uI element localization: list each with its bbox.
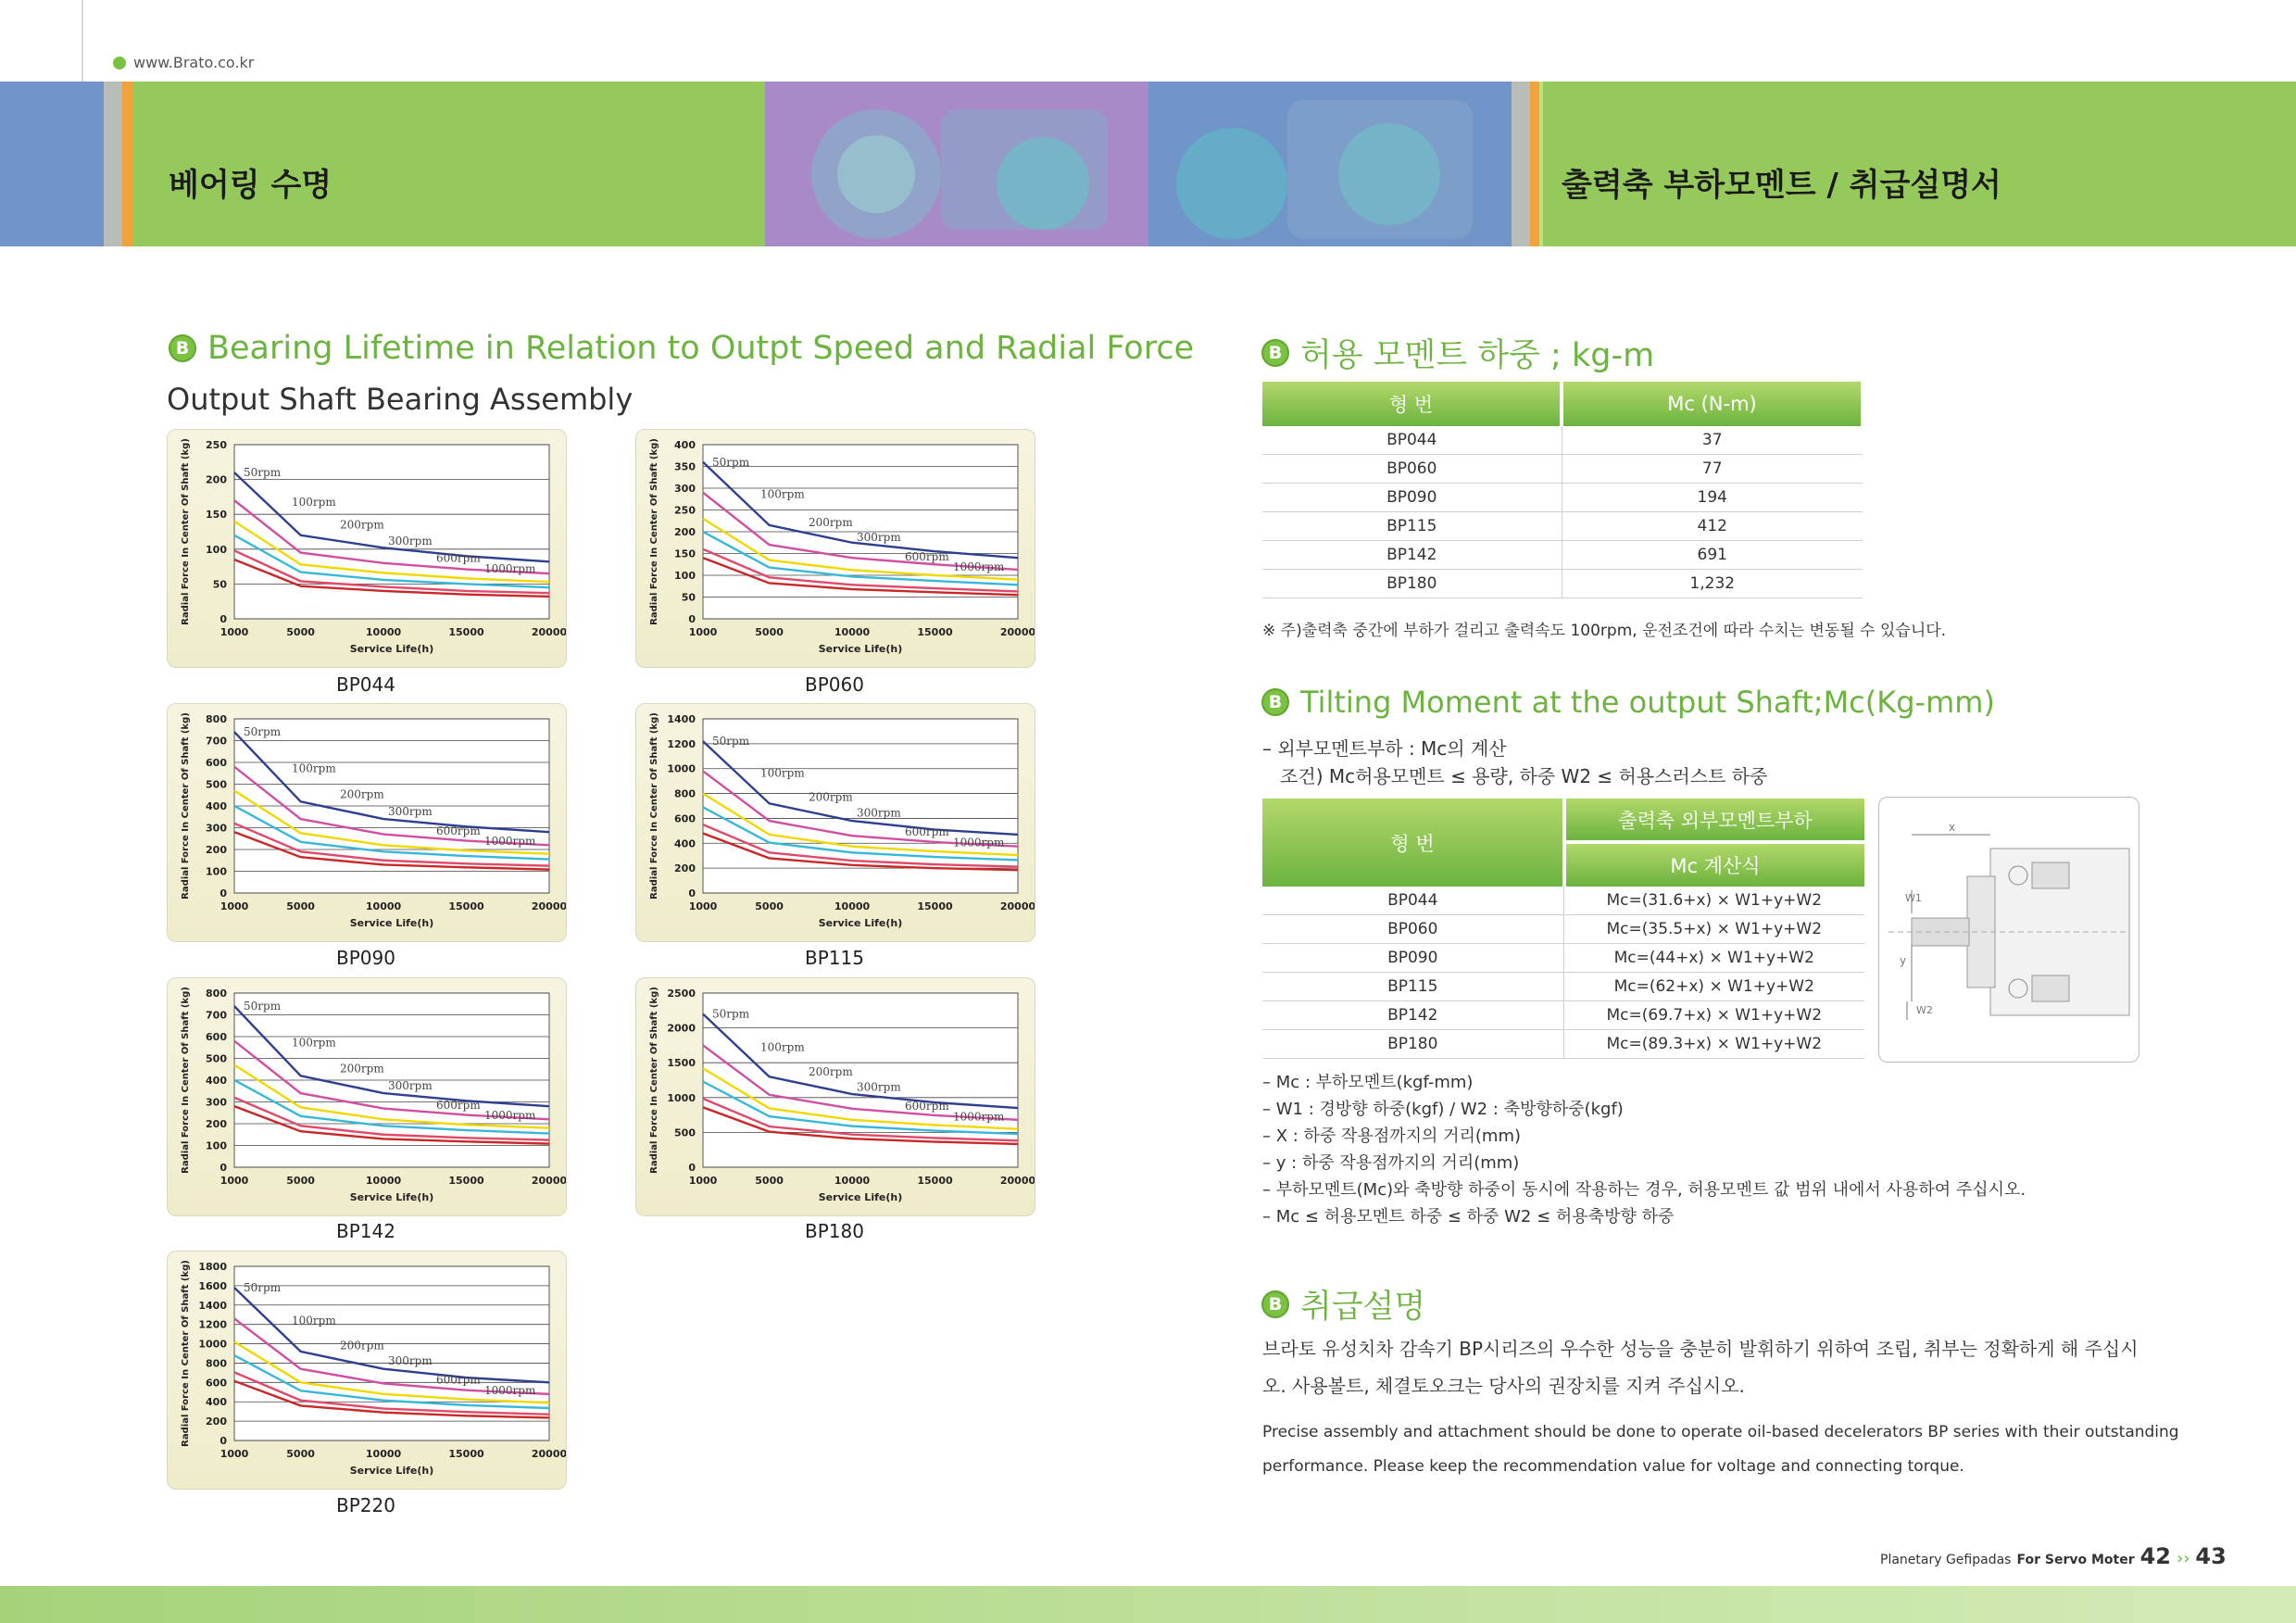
banner-gear-image-2 — [1148, 82, 1512, 246]
table-row — [1262, 1030, 1864, 1059]
x-axis-label: Service Life(h) — [818, 917, 903, 929]
x-tick-label: 1000 — [688, 1175, 718, 1187]
y-tick-label: 300 — [206, 1096, 227, 1109]
x-tick-label: 1000 — [220, 900, 249, 912]
y-axis-label: Radial Force In Center Of Shaft (kg) — [649, 438, 659, 625]
chart-panel-bp142 — [167, 977, 567, 1216]
table-row — [1262, 455, 1863, 484]
table-row — [1262, 944, 1864, 973]
y-tick-label: 400 — [206, 1396, 227, 1409]
y-tick-label: 200 — [674, 526, 696, 538]
y-tick-label: 500 — [206, 1052, 227, 1065]
y-tick-label: 400 — [206, 800, 227, 812]
chart-caption-bp090: BP090 — [336, 947, 395, 969]
x-tick-label: 15000 — [448, 1448, 484, 1460]
banner-gray-stripe — [104, 82, 122, 246]
chart-bp220 — [168, 1252, 566, 1489]
mc-cell: 691 — [1562, 541, 1863, 570]
y-axis-label: Radial Force In Center Of Shaft (kg) — [181, 438, 191, 625]
y-tick-label: 300 — [206, 822, 227, 835]
chart-caption-bp142: BP142 — [336, 1220, 395, 1242]
tilting-table — [1262, 887, 1864, 1059]
series-label-600rpm: 600rpm — [905, 825, 949, 839]
series-label-200rpm: 200rpm — [809, 515, 853, 529]
section-b-icon: B — [1261, 688, 1289, 716]
y-tick-label: 1400 — [198, 1299, 227, 1312]
page-number-left: 42 — [2139, 1543, 2172, 1569]
x-tick-label: 10000 — [834, 626, 871, 638]
moment-col-mc: Mc (N-m) — [1562, 382, 1863, 426]
model-cell: BP090 — [1262, 944, 1563, 973]
series-label-300rpm: 300rpm — [857, 531, 901, 544]
series-label-1000rpm: 1000rpm — [484, 562, 536, 576]
series-label-1000rpm: 1000rpm — [484, 835, 536, 849]
shaft-diagram-svg — [1879, 798, 2139, 1062]
x-tick-label: 20000 — [999, 900, 1035, 912]
diagram-label-x: x — [1949, 821, 1956, 834]
chart-panel-bp115 — [635, 703, 1035, 942]
chart-caption-bp060: BP060 — [805, 673, 864, 696]
section-b-icon: B — [169, 334, 196, 362]
mc-cell: 412 — [1562, 512, 1863, 541]
x-tick-label: 5000 — [286, 626, 315, 638]
series-label-200rpm: 200rpm — [340, 1062, 384, 1076]
x-tick-label: 20000 — [999, 1175, 1035, 1187]
y-tick-label: 1600 — [198, 1279, 227, 1292]
x-tick-label: 5000 — [755, 626, 784, 638]
chart-panel-bp220 — [167, 1251, 567, 1490]
y-tick-label: 600 — [206, 1031, 227, 1043]
series-label-100rpm: 100rpm — [760, 1040, 805, 1054]
table-row — [1262, 484, 1863, 512]
x-tick-label: 15000 — [917, 1175, 953, 1187]
model-cell: BP115 — [1262, 973, 1563, 1001]
y-tick-label: 200 — [206, 1415, 227, 1428]
y-tick-label: 0 — [688, 1162, 696, 1174]
y-axis-label: Radial Force In Center Of Shaft (kg) — [181, 1260, 191, 1447]
handling-en-line-1: Precise assembly and attachment should be done to operate oil-based decelerators BP series with their outstanding — [1262, 1423, 2179, 1441]
section-b-icon: B — [1261, 1290, 1289, 1318]
model-cell: BP044 — [1262, 887, 1563, 915]
moment-col-model: 형 번 — [1262, 382, 1562, 426]
x-tick-label: 10000 — [834, 1175, 871, 1187]
x-tick-label: 15000 — [448, 626, 484, 638]
y-tick-label: 1800 — [198, 1261, 227, 1273]
chart-panel-bp090 — [167, 703, 567, 942]
diagram-label-w1: W1 — [1905, 892, 1922, 904]
series-label-100rpm: 100rpm — [292, 761, 336, 775]
series-label-100rpm: 100rpm — [760, 487, 805, 501]
series-label-50rpm: 50rpm — [712, 735, 750, 749]
x-tick-label: 1000 — [688, 900, 718, 912]
x-tick-label: 15000 — [917, 900, 953, 912]
page-number-right: 43 — [2195, 1543, 2227, 1569]
footer-brand: Planetary Gefipadas — [1880, 1553, 2012, 1567]
note-line: – X : 하중 작용점까지의 거리(mm) — [1262, 1126, 1521, 1146]
series-label-1000rpm: 1000rpm — [484, 1383, 536, 1397]
y-tick-label: 800 — [206, 713, 227, 725]
series-label-300rpm: 300rpm — [857, 1080, 901, 1094]
series-label-600rpm: 600rpm — [436, 824, 481, 837]
chart-panel-bp180 — [635, 977, 1035, 1216]
note-line: – y : 하중 작용점까지의 거리(mm) — [1262, 1153, 1520, 1173]
x-tick-label: 20000 — [531, 1175, 566, 1187]
table-row — [1262, 512, 1863, 541]
y-tick-label: 2000 — [667, 1022, 696, 1035]
y-tick-label: 1500 — [667, 1057, 696, 1070]
y-tick-label: 100 — [674, 570, 696, 582]
table-row — [1262, 570, 1863, 598]
series-label-300rpm: 300rpm — [388, 805, 433, 818]
note-line: – 부하모멘트(Mc)와 축방향 하중이 동시에 작용하는 경우, 허용모멘트 값 범위 내에서 사용하여 주십시오. — [1262, 1180, 2026, 1200]
y-tick-label: 0 — [220, 1162, 227, 1174]
moment-section-title-text: 허용 모멘트 하중 ; kg-m — [1300, 337, 1655, 374]
series-label-100rpm: 100rpm — [292, 1036, 336, 1050]
left-page-title: 베어링 수명 — [169, 167, 332, 204]
x-tick-label: 5000 — [755, 900, 784, 912]
bearing-section-title — [169, 330, 1194, 367]
model-cell: BP142 — [1262, 541, 1562, 570]
website-text: www.Brato.co.kr — [133, 54, 255, 71]
bearing-section-title-text: Bearing Lifetime in Relation to Outpt Speed and Radial Force — [207, 330, 1195, 367]
y-tick-label: 800 — [206, 1357, 227, 1370]
model-cell: BP180 — [1262, 1030, 1563, 1059]
series-label-50rpm: 50rpm — [244, 466, 282, 480]
series-label-300rpm: 300rpm — [857, 806, 901, 820]
formula-cell: Mc=(31.6+x) × W1+y+W2 — [1563, 887, 1864, 915]
y-tick-label: 500 — [206, 778, 227, 791]
x-tick-label: 15000 — [448, 900, 484, 912]
y-tick-label: 600 — [206, 1377, 227, 1390]
x-tick-label: 10000 — [365, 1175, 402, 1187]
x-tick-label: 20000 — [531, 900, 566, 912]
y-tick-label: 50 — [681, 591, 696, 604]
y-tick-label: 100 — [206, 543, 227, 556]
formula-cell: Mc=(89.3+x) × W1+y+W2 — [1563, 1030, 1864, 1059]
y-tick-label: 100 — [206, 1139, 227, 1152]
x-tick-label: 5000 — [286, 1448, 315, 1460]
banner-orange-stripe — [122, 82, 133, 246]
series-label-200rpm: 200rpm — [809, 1065, 853, 1079]
output-shaft-subtitle: Output Shaft Bearing Assembly — [167, 382, 634, 417]
chart-caption-bp044: BP044 — [336, 673, 395, 696]
footer-subject: For Servo Moter — [2016, 1553, 2135, 1567]
y-tick-label: 700 — [206, 735, 227, 748]
right-page-title: 출력축 부하모멘트 / 취급설명서 — [1562, 167, 2001, 204]
series-label-200rpm: 200rpm — [340, 518, 384, 532]
model-cell: BP044 — [1262, 426, 1562, 455]
y-tick-label: 0 — [688, 613, 696, 625]
formula-cell: Mc=(69.7+x) × W1+y+W2 — [1563, 1001, 1864, 1030]
y-tick-label: 1400 — [667, 713, 696, 725]
x-axis-label: Service Life(h) — [818, 643, 903, 655]
x-tick-label: 10000 — [834, 900, 871, 912]
moment-table — [1262, 382, 1864, 598]
note-line: – W1 : 경방향 하중(kgf) / W2 : 축방향하중(kgf) — [1262, 1100, 1624, 1119]
x-tick-label: 1000 — [220, 1448, 249, 1460]
model-cell: BP180 — [1262, 570, 1562, 598]
tilting-section-title-text: Tilting Moment at the output Shaft;Mc(Kg-mm) — [1300, 685, 1995, 720]
table-row — [1262, 973, 1864, 1001]
x-tick-label: 5000 — [755, 1175, 784, 1187]
table-row — [1262, 887, 1864, 915]
y-tick-label: 800 — [206, 988, 227, 1000]
website-link[interactable] — [113, 54, 254, 71]
tilting-col-external: 출력축 외부모멘트부하 — [1566, 799, 1864, 840]
series-label-1000rpm: 1000rpm — [484, 1109, 536, 1123]
table-row — [1262, 1001, 1864, 1030]
y-tick-label: 400 — [674, 837, 696, 850]
series-label-50rpm: 50rpm — [244, 725, 282, 739]
moment-section-title — [1261, 330, 1654, 376]
y-tick-label: 150 — [674, 547, 696, 560]
series-label-200rpm: 200rpm — [340, 1339, 384, 1352]
formula-cell: Mc=(35.5+x) × W1+y+W2 — [1563, 915, 1864, 944]
series-label-300rpm: 300rpm — [388, 1079, 433, 1092]
y-tick-label: 800 — [674, 787, 696, 800]
y-tick-label: 1200 — [667, 737, 696, 750]
model-cell: BP060 — [1262, 915, 1563, 944]
series-label-600rpm: 600rpm — [436, 1373, 481, 1387]
note-line: – Mc ≤ 허용모멘트 하중 ≤ 하중 W2 ≤ 허용축방향 하중 — [1262, 1207, 1675, 1227]
x-tick-label: 15000 — [448, 1175, 484, 1187]
chart-panel-bp044 — [167, 429, 567, 668]
y-tick-label: 400 — [674, 439, 696, 451]
handling-ko-line-1: 브라토 유성치차 감속기 BP시리즈의 우수한 성능을 충분히 발휘하기 위하여 조립, 취부는 정확하게 해 주십시 — [1262, 1338, 2139, 1360]
footer — [1880, 1543, 2227, 1569]
model-cell: BP090 — [1262, 484, 1562, 512]
series-label-600rpm: 600rpm — [436, 551, 481, 565]
tilting-col-formula: Mc 계산식 — [1566, 844, 1864, 887]
y-tick-label: 300 — [674, 483, 696, 495]
y-tick-label: 200 — [674, 862, 696, 875]
y-tick-label: 200 — [206, 1118, 227, 1130]
page-arrows: ›› — [2177, 1549, 2190, 1568]
chart-caption-bp180: BP180 — [805, 1220, 864, 1242]
y-axis-label: Radial Force In Center Of Shaft (kg) — [649, 987, 659, 1174]
shaft-diagram — [1878, 797, 2139, 1063]
x-axis-label: Service Life(h) — [349, 1191, 434, 1203]
model-cell: BP060 — [1262, 455, 1562, 484]
x-tick-label: 1000 — [220, 1175, 249, 1187]
chart-bp180 — [636, 978, 1035, 1215]
globe-icon — [113, 57, 126, 69]
series-label-1000rpm: 1000rpm — [953, 560, 1005, 574]
banner-gear-image — [765, 82, 1148, 246]
x-tick-label: 1000 — [688, 626, 718, 638]
model-cell: BP115 — [1262, 512, 1562, 541]
y-tick-label: 350 — [674, 460, 696, 473]
x-tick-label: 5000 — [286, 1175, 315, 1187]
banner-lime-stripe — [1539, 82, 1543, 246]
mc-cell: 37 — [1562, 426, 1863, 455]
banner-orange-stripe-2 — [1530, 82, 1539, 246]
handling-section-title — [1261, 1281, 1425, 1327]
y-tick-label: 50 — [212, 578, 227, 591]
series-label-100rpm: 100rpm — [292, 496, 336, 510]
y-tick-label: 200 — [206, 473, 227, 486]
series-label-300rpm: 300rpm — [388, 1354, 433, 1368]
series-label-50rpm: 50rpm — [712, 1007, 750, 1021]
gear-illustration — [765, 82, 1148, 246]
series-label-600rpm: 600rpm — [436, 1098, 481, 1112]
x-tick-label: 10000 — [365, 1448, 402, 1460]
chart-bp142 — [168, 978, 566, 1215]
x-tick-label: 20000 — [531, 1448, 566, 1460]
mc-cell: 194 — [1562, 484, 1863, 512]
y-tick-label: 150 — [206, 509, 227, 522]
handling-ko-line-2: 오. 사용볼트, 체결토오크는 당사의 권장치를 지켜 주십시오. — [1262, 1375, 1745, 1397]
tilting-col-model: 형 번 — [1262, 799, 1562, 887]
mc-cell: 77 — [1562, 455, 1863, 484]
x-axis-label: Service Life(h) — [349, 917, 434, 929]
series-label-50rpm: 50rpm — [244, 1280, 282, 1294]
y-tick-label: 600 — [206, 757, 227, 769]
gear-illustration-2 — [1148, 82, 1512, 246]
x-tick-label: 10000 — [365, 626, 402, 638]
y-axis-label: Radial Force In Center Of Shaft (kg) — [181, 987, 191, 1174]
diagram-label-y: y — [1900, 954, 1907, 967]
y-tick-label: 250 — [206, 439, 227, 451]
table-row — [1262, 915, 1864, 944]
note-line: – Mc : 부하모멘트(kgf-mm) — [1262, 1073, 1474, 1092]
chart-bp060 — [636, 430, 1035, 667]
y-tick-label: 700 — [206, 1009, 227, 1022]
x-tick-label: 20000 — [531, 626, 566, 638]
series-label-100rpm: 100rpm — [760, 766, 805, 780]
y-tick-label: 1200 — [198, 1318, 227, 1331]
series-label-50rpm: 50rpm — [244, 1000, 282, 1013]
series-label-200rpm: 200rpm — [809, 790, 853, 804]
series-label-100rpm: 100rpm — [292, 1314, 336, 1327]
handling-section-title-text: 취급설명 — [1300, 1289, 1426, 1326]
y-tick-label: 0 — [220, 887, 227, 900]
y-tick-label: 200 — [206, 844, 227, 856]
chart-panel-bp060 — [635, 429, 1035, 668]
formula-cell: Mc=(44+x) × W1+y+W2 — [1563, 944, 1864, 973]
y-axis-label: Radial Force In Center Of Shaft (kg) — [181, 712, 191, 900]
x-tick-label: 20000 — [999, 626, 1035, 638]
banner-blue-stripe — [0, 82, 104, 246]
table-row — [1262, 541, 1863, 570]
chart-caption-bp220: BP220 — [336, 1494, 395, 1516]
tilting-line-1: – 외부모멘트부하 : Mc의 계산 — [1262, 737, 1507, 760]
series-label-300rpm: 300rpm — [388, 534, 433, 547]
y-tick-label: 2500 — [667, 988, 696, 1000]
series-label-200rpm: 200rpm — [340, 787, 384, 801]
chart-caption-bp115: BP115 — [805, 947, 864, 969]
y-tick-label: 600 — [674, 812, 696, 825]
x-axis-label: Service Life(h) — [349, 643, 434, 655]
series-label-600rpm: 600rpm — [905, 1099, 949, 1113]
chart-bp090 — [168, 704, 566, 941]
x-axis-label: Service Life(h) — [818, 1191, 903, 1203]
x-axis-label: Service Life(h) — [349, 1465, 434, 1477]
x-tick-label: 5000 — [286, 900, 315, 912]
y-tick-label: 500 — [674, 1126, 696, 1139]
tilting-notes — [1262, 1069, 2026, 1230]
series-label-1000rpm: 1000rpm — [953, 1110, 1005, 1124]
y-tick-label: 100 — [206, 865, 227, 878]
header-divider — [82, 0, 83, 83]
section-b-icon: B — [1261, 339, 1289, 367]
y-axis-label: Radial Force In Center Of Shaft (kg) — [649, 712, 659, 900]
formula-cell: Mc=(62+x) × W1+y+W2 — [1563, 973, 1864, 1001]
y-tick-label: 1000 — [667, 762, 696, 775]
y-tick-label: 1000 — [667, 1091, 696, 1104]
x-tick-label: 1000 — [220, 626, 249, 638]
model-cell: BP142 — [1262, 1001, 1563, 1030]
x-tick-label: 15000 — [917, 626, 953, 638]
y-tick-label: 0 — [220, 1435, 227, 1447]
moment-footnote: ※ 주)출력축 중간에 부하가 걸리고 출력속도 100rpm, 운전조건에 따라 수치는 변동될 수 있습니다. — [1262, 622, 1947, 640]
banner-gray-stripe-2 — [1512, 82, 1530, 246]
tilting-section-title — [1261, 685, 1995, 720]
tilting-line-2: 조건) Mc허용모멘트 ≤ 용량, 하중 W2 ≤ 허용스러스트 하중 — [1262, 765, 1768, 787]
series-label-600rpm: 600rpm — [905, 549, 949, 563]
series-label-1000rpm: 1000rpm — [953, 836, 1005, 849]
y-tick-label: 0 — [220, 613, 227, 625]
series-label-50rpm: 50rpm — [712, 455, 750, 469]
table-row — [1262, 426, 1863, 455]
diagram-label-w2: W2 — [1916, 1004, 1933, 1016]
chart-bp044 — [168, 430, 566, 667]
y-tick-label: 1000 — [198, 1338, 227, 1351]
y-tick-label: 0 — [688, 887, 696, 900]
y-tick-label: 250 — [674, 504, 696, 517]
handling-en-line-2: performance. Please keep the recommendation value for voltage and connecting torque. — [1262, 1457, 1964, 1476]
chart-bp115 — [636, 704, 1035, 941]
x-tick-label: 10000 — [365, 900, 402, 912]
y-tick-label: 400 — [206, 1075, 227, 1087]
footer-bar — [0, 1586, 2296, 1623]
mc-cell: 1,232 — [1562, 570, 1863, 598]
